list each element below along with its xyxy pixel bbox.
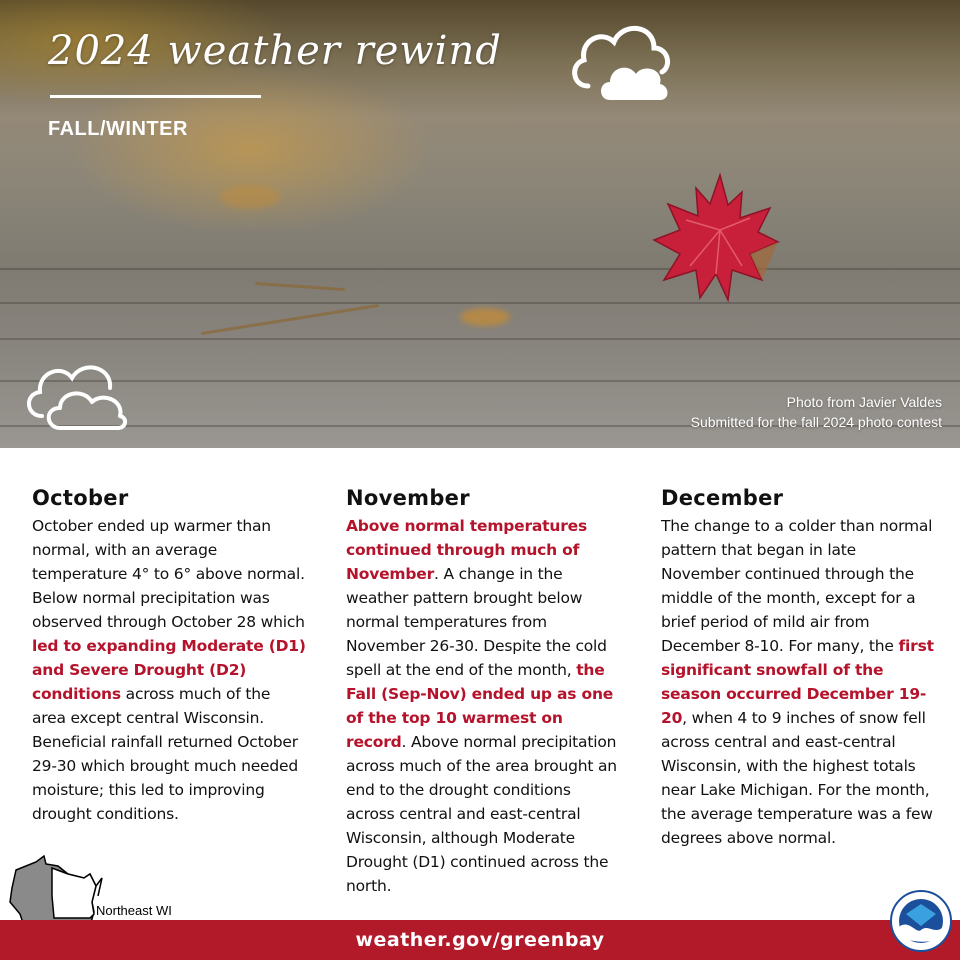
october-column (32, 486, 307, 826)
october-heading: October (32, 486, 129, 510)
october-text-part: across much of the area except central Wisconsin. Beneficial rainfall returned October 29-30 which brought much needed moisture; this led to improving drought conditions. (32, 685, 298, 823)
blurred-leaf (460, 308, 510, 326)
photo-credit (691, 392, 942, 432)
noaa-logo (890, 890, 952, 952)
november-text-part: . Above normal precipitation across much of the area brought an end to the drought conditions across central and east-central Wisconsin, although Moderate Drought (D1) continued across the north. (346, 733, 617, 895)
december-text-part: The change to a colder than normal pattern that began in late November continued through the middle of the month, except for a brief period of mild air from December 8-10. For many, the (661, 517, 933, 655)
november-heading: November (346, 486, 470, 510)
november-column (346, 486, 621, 898)
deck-plank-line (0, 338, 960, 340)
title-underline (50, 95, 261, 98)
december-text (661, 514, 936, 850)
deck-plank-line (0, 380, 960, 382)
october-text-part: October ended up warmer than normal, with an average temperature 4° to 6° above normal. Below normal precipitation was observed through October 28 which (32, 517, 305, 631)
november-highlight: the Fall (Sep-Nov) ended up as one of the top 10 warmest on record (346, 661, 614, 751)
twig (201, 304, 379, 335)
october-highlight: led to expanding Moderate (D1) and Severe Drought (D2) conditions (32, 637, 306, 703)
december-heading: December (661, 486, 784, 510)
deck-plank-line (0, 268, 960, 270)
november-text-part: . A change in the weather pattern brought below normal temperatures from November 26-30. Despite the cold spell at the end of the month, (346, 565, 607, 679)
photo-credit-author: Photo from Javier Valdes (786, 394, 942, 410)
deck-plank-line (0, 302, 960, 304)
footer-bar (0, 920, 960, 960)
november-text (346, 514, 621, 898)
map-region-label: Northeast WI (96, 903, 172, 918)
cloud-icon (566, 14, 676, 106)
december-highlight: first significant snowfall of the season occurred December 19-20 (661, 637, 934, 727)
twig (255, 282, 345, 291)
season-subtitle: FALL/WINTER (48, 118, 188, 140)
page-title: 2024 weather rewind (48, 28, 502, 74)
december-text-part: , when 4 to 9 inches of snow fell across central and east-central Wisconsin, with the highest totals near Lake Michigan. For the month, the average temperature was a few degrees above normal. (661, 709, 933, 847)
october-text (32, 514, 307, 826)
hero-photo (0, 0, 960, 448)
december-column (661, 486, 936, 850)
website-link[interactable]: weather.gov/greenbay (355, 929, 605, 951)
cloud-icon (22, 356, 128, 432)
photo-credit-contest: Submitted for the fall 2024 photo contest (690, 414, 942, 430)
maple-leaf-photo (650, 170, 780, 310)
blurred-leaf (220, 185, 280, 209)
november-highlight: Above normal temperatures continued through much of November (346, 517, 588, 583)
